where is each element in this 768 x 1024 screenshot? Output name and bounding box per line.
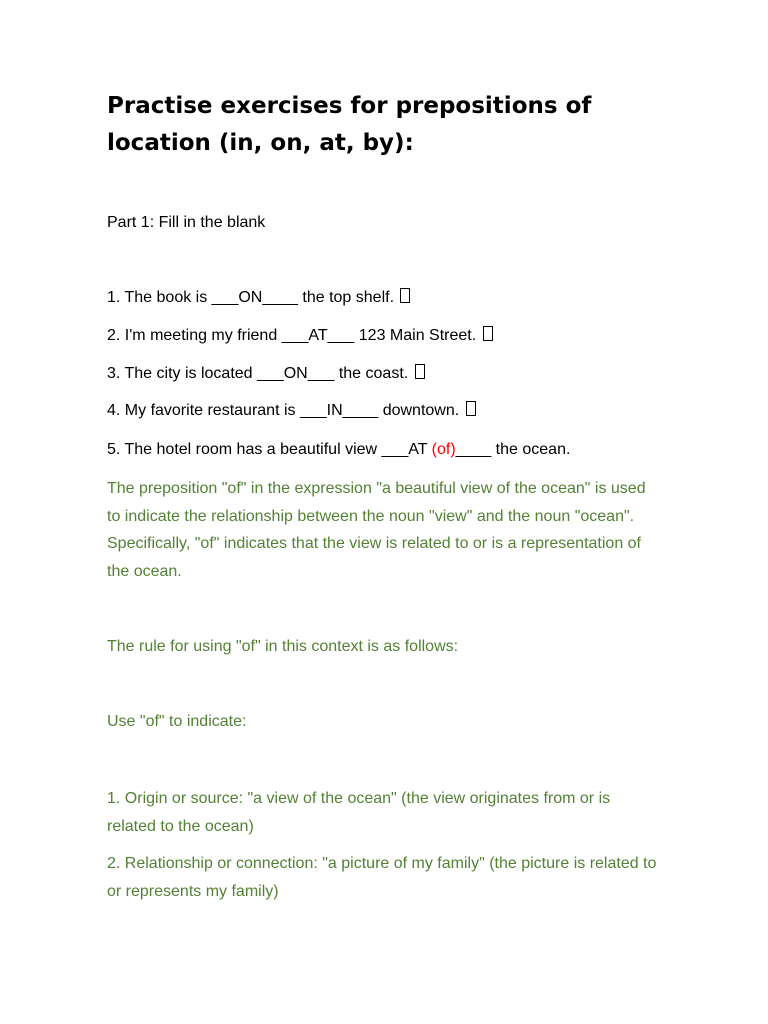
checkbox-glyph-icon [483, 326, 493, 341]
checkbox-glyph-icon [466, 401, 476, 416]
exercise-5-before: 5. The hotel room has a beautiful view ___AT [107, 441, 432, 458]
use-intro: Use "of" to indicate: [107, 713, 247, 730]
rule-intro: The rule for using "of" in this context is as follows: [107, 638, 459, 655]
exercise-2-text: 2. I'm meeting my friend ___AT___ 123 Main Street. [107, 327, 477, 344]
exercise-1-text: 1. The book is ___ON____ the top shelf. [107, 289, 395, 306]
exercise-5 [107, 436, 570, 464]
exercise-1 [107, 284, 410, 312]
rule-2: 2. Relationship or connection: "a picture of my family" (the picture is related to or represents my family) [107, 855, 657, 900]
exercise-4 [107, 397, 476, 425]
explanation-paragraph: The preposition "of" in the expression "a beautiful view of the ocean" is used to indicate the relationship between the noun "view" and the noun "ocean". Specifically, "of" indicates that the view is related to or is a representation of the ocean. [107, 480, 646, 580]
checkbox-glyph-icon [415, 364, 425, 379]
exercise-5-after: ____ the ocean. [455, 441, 571, 458]
rule-1: 1. Origin or source: "a view of the ocean" (the view originates from or is related to the ocean) [107, 790, 611, 835]
document-title: Practise exercises for prepositions of location (in, on, at, by): [107, 93, 592, 156]
exercise-4-text: 4. My favorite restaurant is ___IN____ downtown. [107, 402, 460, 419]
checkbox-glyph-icon [400, 288, 410, 303]
exercise-3-text: 3. The city is located ___ON___ the coast. [107, 365, 409, 382]
exercise-5-correction: (of) [431, 441, 456, 458]
exercise-3 [107, 360, 425, 388]
part1-heading: Part 1: Fill in the blank [107, 214, 266, 231]
exercise-2 [107, 322, 493, 350]
